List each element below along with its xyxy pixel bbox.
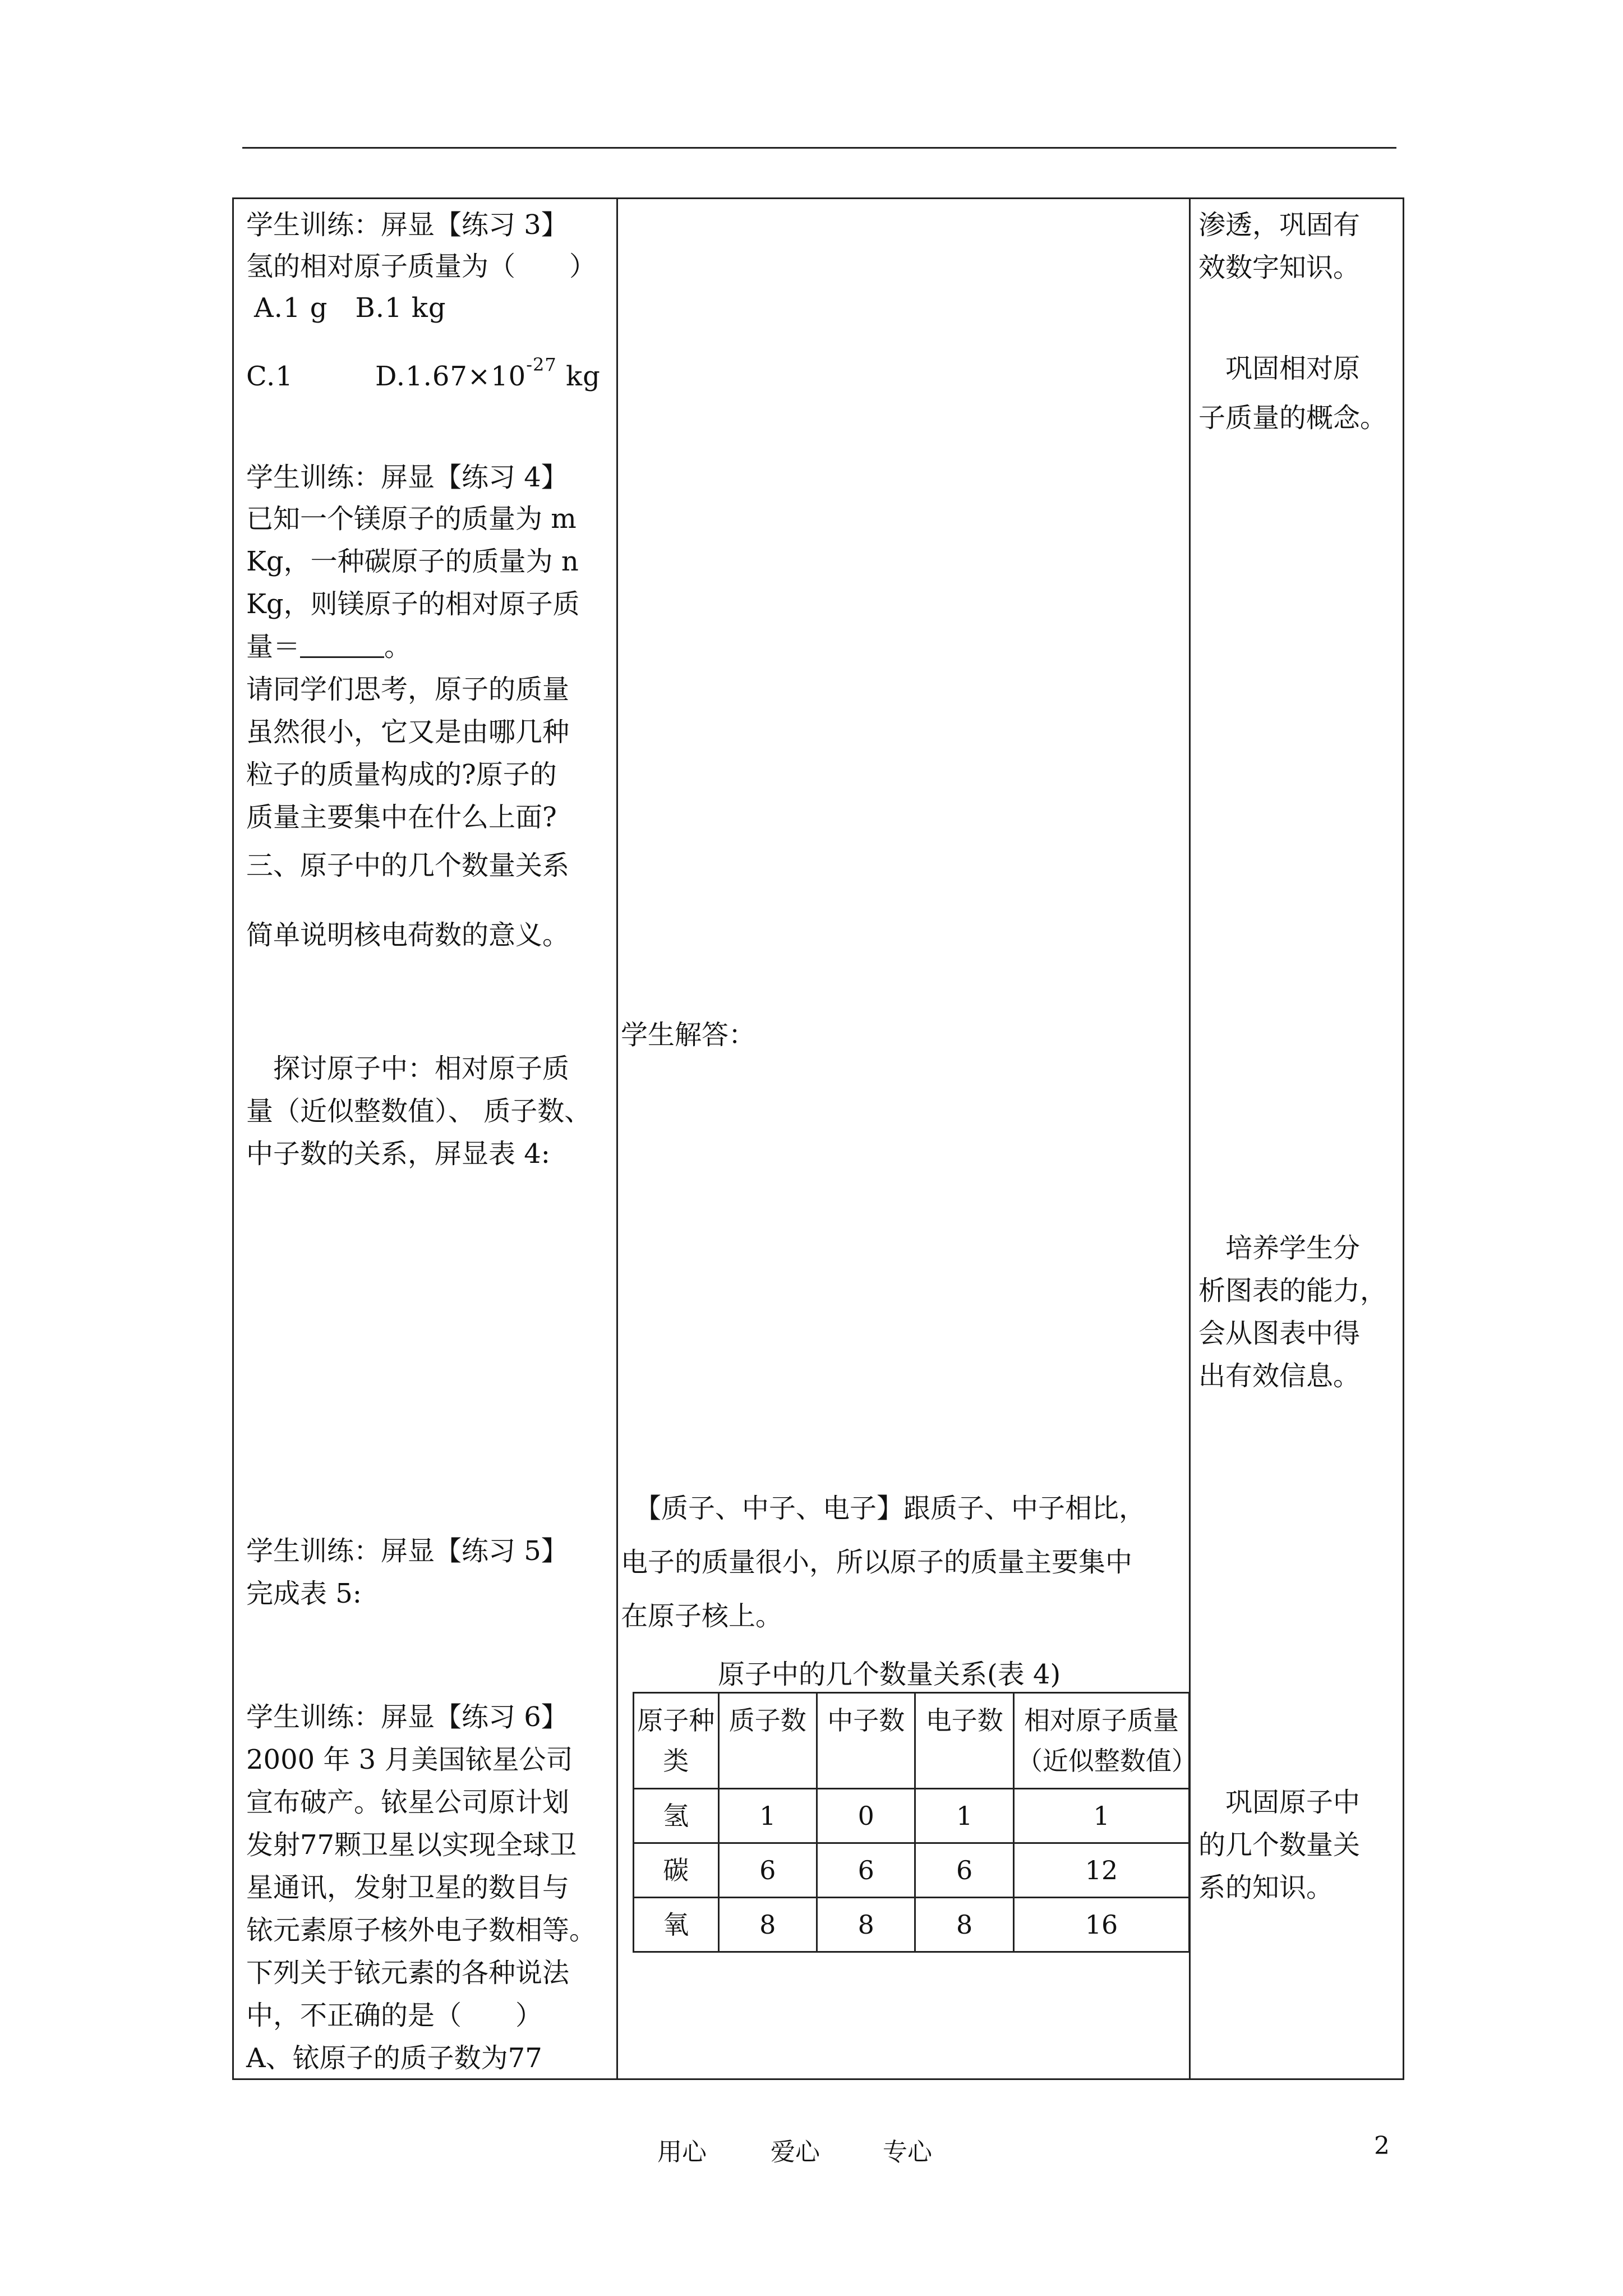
exercise-4-line-1: 已知一个镁原子的质量为 m [246, 503, 577, 535]
header-relative-mass: 相对原子质量（近似整数值） [1013, 1693, 1189, 1789]
column-divider-1 [616, 199, 618, 2078]
cell: 氢 [634, 1789, 719, 1843]
exercise-6-line-8: A、铱原子的质子数为77 [246, 2042, 542, 2074]
intent-4-line-3: 系的知识。 [1198, 1872, 1334, 1903]
intent-3-line-2: 析图表的能力， [1198, 1275, 1387, 1306]
exercise-3-option-c: C.1 [246, 361, 293, 392]
header-neutrons: 中子数 [817, 1693, 915, 1789]
exercise-6-line-1: 2000 年 3 月美国铱星公司 [246, 1744, 573, 1775]
exercise-4-line-2: Kg，一种碳原子的质量为 n [246, 546, 579, 577]
footer-word-1: 用心 [657, 2138, 707, 2166]
intent-4-line-1: 巩固原子中 [1198, 1787, 1361, 1818]
exercise-6-line-6: 下列关于铱元素的各种说法 [246, 1957, 570, 1989]
cell: 碳 [634, 1843, 719, 1898]
exercise-4-line-4: 量＝ 。 [246, 631, 412, 662]
cell: 8 [718, 1898, 817, 1952]
intent-3-line-4: 出有效信息。 [1198, 1360, 1361, 1392]
answer-blank [300, 634, 384, 658]
exponent: -27 [526, 354, 557, 375]
section-3-heading: 三、原子中的几个数量关系 [246, 850, 570, 881]
exercise-3-options-ab: A.1 g B.1 kg [254, 292, 446, 324]
intent-2-line-1: 巩固相对原 [1198, 353, 1361, 384]
intent-2-line-2: 子质量的概念。 [1198, 402, 1387, 434]
cell: 6 [817, 1843, 915, 1898]
answer-line-3: 在原子核上。 [621, 1600, 783, 1632]
atom-quantities-table [633, 1692, 1197, 1953]
explore-line-3: 中子数的关系，屏显表 4: [246, 1138, 550, 1170]
exercise-3-option-d: $D.1.67\times 10^{-27}$ kg [375, 354, 601, 392]
nuclear-charge-text: 简单说明核电荷数的意义。 [246, 919, 570, 951]
answer-line-2: 电子的质量很小，所以原子的质量主要集中 [621, 1547, 1133, 1578]
cell: 8 [817, 1898, 915, 1952]
table-row [634, 1843, 1189, 1898]
table-header-row [634, 1693, 1189, 1789]
student-answer-label: 学生解答： [621, 1019, 756, 1051]
cell: 12 [1013, 1843, 1189, 1898]
intent-3-line-3: 会从图表中得 [1198, 1318, 1361, 1349]
exercise-3-title: 学生训练：屏显【练习 3】 [246, 209, 568, 241]
header-atom-kind: 原子种类 [634, 1693, 719, 1789]
exercise-6-line-4: 星通讯，发射卫星的数目与 [246, 1872, 570, 1903]
cell: 0 [817, 1789, 915, 1843]
cell: 1 [915, 1789, 1013, 1843]
exercise-5-line-1: 完成表 5: [246, 1578, 362, 1609]
exercise-4-title: 学生训练：屏显【练习 4】 [246, 462, 568, 493]
table-row [634, 1898, 1189, 1952]
page-number: 2 [1374, 2132, 1390, 2160]
header-rule [242, 147, 1396, 149]
footer-word-2: 爱心 [771, 2138, 820, 2166]
cell: 氧 [634, 1898, 719, 1952]
exercise-6-line-2: 宣布破产。铱星公司原计划 [246, 1787, 570, 1818]
cell: 16 [1013, 1898, 1189, 1952]
think-line-4: 质量主要集中在什么上面? [246, 802, 557, 833]
cell: 8 [915, 1898, 1013, 1952]
intent-3-line-1: 培养学生分 [1198, 1232, 1361, 1264]
explore-line-1: 探讨原子中：相对原子质 [246, 1053, 570, 1084]
exercise-6-line-5: 铱元素原子核外电子数相等。 [246, 1915, 597, 1946]
intent-1-line-2: 效数字知识。 [1198, 252, 1361, 283]
header-protons: 质子数 [718, 1693, 817, 1789]
exercise-6-line-7: 中，不正确的是（ ） [246, 2000, 543, 2031]
cell: 1 [1013, 1789, 1189, 1843]
intent-1-line-1: 渗透，巩固有 [1198, 209, 1361, 241]
cell: 1 [718, 1789, 817, 1843]
think-line-3: 粒子的质量构成的?原子的 [246, 759, 557, 790]
intent-4-line-2: 的几个数量关 [1198, 1829, 1361, 1861]
cell: 6 [915, 1843, 1013, 1898]
exercise-4-line-3: Kg，则镁原子的相对原子质 [246, 588, 580, 620]
think-line-1: 请同学们思考，原子的质量 [246, 674, 570, 705]
explore-line-2: 量（近似整数值）、 质子数、 [246, 1096, 592, 1127]
header-electrons: 电子数 [915, 1693, 1013, 1789]
answer-line-1: 【质子、中子、电子】跟质子、中子相比， [621, 1493, 1146, 1524]
cell: 6 [718, 1843, 817, 1898]
exercise-3-question: 氢的相对原子质量为（ ） [246, 251, 597, 282]
exercise-5-title: 学生训练：屏显【练习 5】 [246, 1535, 568, 1567]
table-row [634, 1789, 1189, 1843]
table-4-caption: 原子中的几个数量关系(表 4) [718, 1659, 1061, 1690]
exercise-6-line-3: 发射77颗卫星以实现全球卫 [246, 1829, 577, 1861]
footer-word-3: 专心 [883, 2138, 932, 2166]
think-line-2: 虽然很小，它又是由哪几种 [246, 716, 570, 748]
exercise-6-title: 学生训练：屏显【练习 6】 [246, 1701, 568, 1733]
